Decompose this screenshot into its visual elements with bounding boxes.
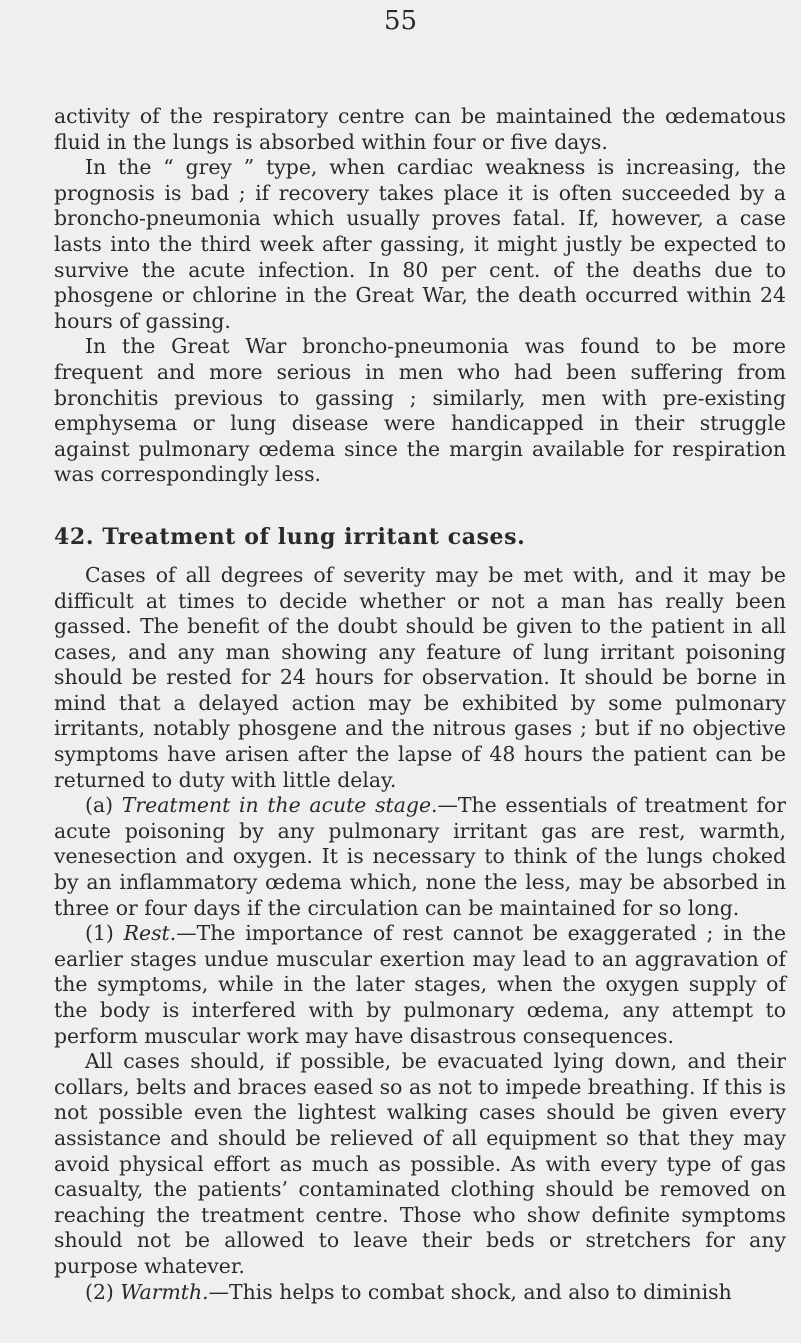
acute-stage-title: Treatment in the acute stage.: [121, 793, 438, 818]
paragraph-continuation: activity of the respiratory centre can be maintained the œdematous fluid in the lungs is absorbed within four or five days.: [54, 104, 786, 154]
warmth-text: —This helps to combat shock, and also to diminish: [208, 1279, 732, 1304]
paragraph-grey-type: In the “ grey ” type, when cardiac weakness is increasing, the prognosis is bad ; if recovery takes place it is often succeeded by a broncho-pneumonia which usually proves fatal. If, however, a case lasts into the third week after gassing, it might justly be expected to survive the acute infection. In 80 per cent. of the deaths due to phosgene or chlorine in the Great War, the death occurred within 24 hours of gassing.: [54, 155, 786, 333]
paragraph-warmth: [54, 1280, 786, 1306]
list-label-2: (2): [85, 1279, 114, 1304]
paragraph-acute-stage: [54, 793, 786, 921]
paragraph-rest: [54, 921, 786, 1049]
paragraph-great-war: In the Great War broncho-pneumonia was found to be more frequent and more serious in men who had been suffering from bronchitis previous to gassing ; similarly, men with pre-existing emphysema or lung disease were handicapped in their struggle against pulmonary œdema since the margin available for respiration was correspondingly less.: [54, 334, 786, 487]
acute-stage-text: —The essentials of treatment for acute poisoning by any pulmonary irritant gas are rest, warmth, venesection and oxygen. It is necessary to think of the lungs choked by an inflammatory œdema which, none the less, may be absorbed in three or four days if the circulation can be maintained for so long.: [54, 793, 787, 920]
body-text: [54, 104, 786, 1305]
paragraph-cases: Cases of all degrees of severity may be met with, and it may be difficult at times to decide whether or not a man has really been gassed. The benefit of the doubt should be given to the patient in all cases, and any man showing any feature of lung irritant poisoning should be rested for 24 hours for observation. It should be borne in mind that a delayed action may be exhibited by some pulmonary irritants, notably phosgene and the nitrous gases ; but if no objective symptoms have arisen after the lapse of 48 hours the patient can be returned to duty with little delay.: [54, 562, 786, 792]
rest-title: Rest.: [123, 921, 177, 946]
list-label-1: (1): [85, 921, 114, 946]
page-number: 55: [383, 6, 418, 36]
warmth-title: Warmth.: [120, 1279, 209, 1304]
list-label-a: (a): [85, 793, 114, 818]
section-heading: 42. Treatment of lung irritant cases.: [54, 523, 526, 550]
rest-text: —The importance of rest cannot be exaggerated ; in the earlier stages undue muscular exertion may lead to an aggravation of the symptoms, while in the later stages, when the oxygen supply of the body is interfered with by pulmonary œdema, any attempt to perform muscular work may have disastrous consequences.: [54, 921, 787, 1048]
paragraph-evacuation: All cases should, if possible, be evacuated lying down, and their collars, belts and braces eased so as not to impede breathing. If this is not possible even the lightest walking cases should be given every assistance and should be relieved of all equipment so that they may avoid physical effort as much as possible. As with every type of gas casualty, the patients’ contaminated clothing should be removed on reaching the treatment centre. Those who show definite symptoms should not be allowed to leave their beds or stretchers for any purpose whatever.: [54, 1049, 786, 1278]
